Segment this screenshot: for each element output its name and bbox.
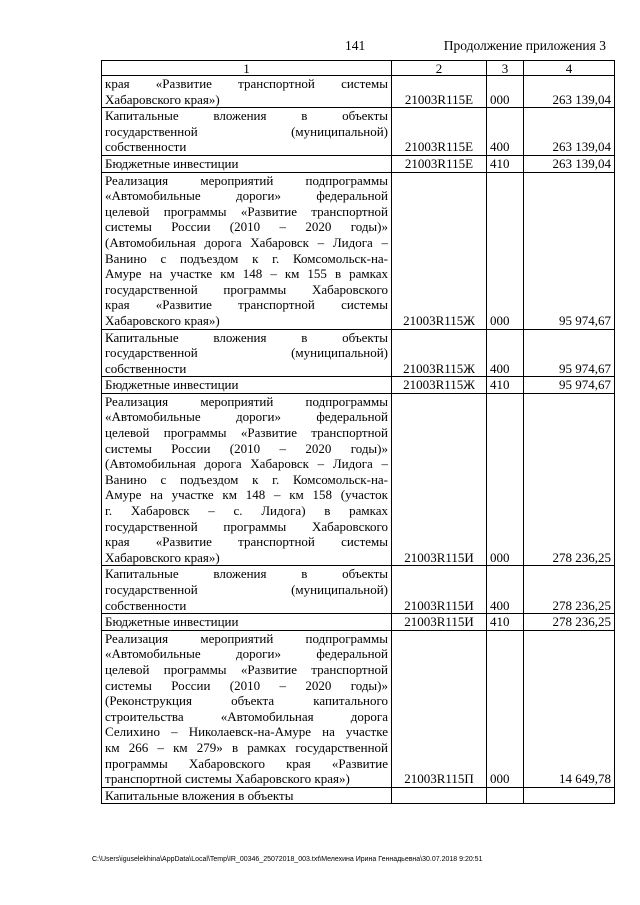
row-name-line: Капитальные вложения в объекты	[105, 787, 294, 803]
row-name-cell	[102, 566, 392, 614]
row-amount-cell: 278 236,25	[524, 393, 615, 566]
row-name-line: Ванино с подъездом к г. Комсомольск-на-	[105, 471, 388, 487]
row-amount-cell: 263 139,04	[524, 108, 615, 156]
row-name-line: Амуре на участке км 148 – км 158 (участок	[105, 487, 388, 503]
row-amount-cell: 278 236,25	[524, 614, 615, 631]
row-code-cell: 21003R115Ж	[392, 329, 487, 377]
page-header	[0, 38, 640, 58]
table-header-row	[102, 61, 615, 76]
page-number: 141	[345, 38, 366, 53]
row-name-cell	[102, 614, 392, 631]
row-name-cell	[102, 172, 392, 329]
row-name-line: целевой программы «Развитие транспортной	[105, 661, 388, 677]
row-name-line: Селихино – Николаевск-на-Амуре на участке	[105, 724, 388, 740]
row-name-line: Хабаровского края»)	[105, 312, 220, 328]
row-name-line: «Автомобильные дороги» федеральной	[105, 646, 388, 662]
row-name-cell	[102, 787, 392, 804]
row-code-cell	[392, 787, 487, 804]
row-code-cell: 21003R115Ж	[392, 172, 487, 329]
table-row	[102, 76, 615, 108]
row-name-line: г. Хабаровск – с. Лидога) в рамках	[105, 503, 388, 519]
row-vr-cell: 410	[487, 155, 524, 172]
row-name-line: Реализация мероприятий подпрограммы	[105, 630, 388, 646]
row-name-line: Капитальные вложения в объекты	[105, 566, 388, 582]
row-name-line: Ванино с подъездом к г. Комсомольск-на-	[105, 250, 388, 266]
column-header: 3	[487, 61, 524, 76]
table-row	[102, 155, 615, 172]
row-name-line: края «Развитие транспортной системы	[105, 534, 388, 550]
row-name-line: программы Хабаровского края «Развитие	[105, 755, 388, 771]
row-name-line: Бюджетные инвестиции	[105, 377, 239, 393]
column-header: 1	[102, 61, 392, 76]
table-row	[102, 614, 615, 631]
column-header: 4	[524, 61, 615, 76]
table-row	[102, 630, 615, 787]
row-code-cell: 21003R115E	[392, 155, 487, 172]
row-vr-cell: 000	[487, 393, 524, 566]
row-name-line: государственной (муниципальной)	[105, 345, 388, 361]
row-amount-cell: 95 974,67	[524, 377, 615, 394]
row-name-line: государственной (муниципальной)	[105, 123, 388, 139]
row-code-cell: 21003R115E	[392, 76, 487, 108]
row-code-cell: 21003R115И	[392, 566, 487, 614]
row-name-line: целевой программы «Развитие транспортной	[105, 203, 388, 219]
table-row	[102, 566, 615, 614]
row-amount-cell: 14 649,78	[524, 630, 615, 787]
row-name-line: Хабаровского края»)	[105, 91, 220, 107]
row-amount-cell: 95 974,67	[524, 172, 615, 329]
row-name-line: Капитальные вложения в объекты	[105, 108, 388, 124]
row-amount-cell: 263 139,04	[524, 76, 615, 108]
row-name-line: Реализация мероприятий подпрограммы	[105, 393, 388, 409]
row-name-line: км 266 – км 279» в рамках государственной	[105, 739, 388, 755]
row-name-line: Бюджетные инвестиции	[105, 614, 239, 630]
row-vr-cell: 410	[487, 614, 524, 631]
row-name-line: строительства «Автомобильная дорога	[105, 708, 388, 724]
table-row	[102, 377, 615, 394]
row-code-cell: 21003R115И	[392, 614, 487, 631]
table-row	[102, 329, 615, 377]
row-name-line: (Реконструкция объекта капитального	[105, 693, 388, 709]
row-name-line: Хабаровского края»)	[105, 549, 220, 565]
row-vr-cell: 410	[487, 377, 524, 394]
row-amount-cell	[524, 787, 615, 804]
row-amount-cell: 95 974,67	[524, 329, 615, 377]
row-name-line: (Автомобильная дорога Хабаровск – Лидога –	[105, 234, 388, 250]
row-amount-cell: 278 236,25	[524, 566, 615, 614]
row-name-line: системы России (2010 – 2020 годы)»	[105, 440, 388, 456]
row-vr-cell: 000	[487, 630, 524, 787]
row-name-line: края «Развитие транспортной системы	[105, 76, 388, 91]
row-name-cell	[102, 393, 392, 566]
row-name-cell	[102, 329, 392, 377]
row-name-cell	[102, 377, 392, 394]
row-name-line: собственности	[105, 139, 187, 155]
row-name-line: «Автомобильные дороги» федеральной	[105, 409, 388, 425]
row-code-cell: 21003R115E	[392, 108, 487, 156]
row-code-cell: 21003R115И	[392, 393, 487, 566]
row-name-cell	[102, 76, 392, 108]
table-row	[102, 108, 615, 156]
budget-table	[101, 60, 615, 804]
row-vr-cell: 400	[487, 108, 524, 156]
row-name-cell	[102, 108, 392, 156]
row-name-line: Капитальные вложения в объекты	[105, 329, 388, 345]
row-name-cell	[102, 630, 392, 787]
row-vr-cell: 000	[487, 76, 524, 108]
row-name-line: системы России (2010 – 2020 годы)»	[105, 677, 388, 693]
row-name-line: системы России (2010 – 2020 годы)»	[105, 219, 388, 235]
row-name-line: целевой программы «Развитие транспортной	[105, 425, 388, 441]
row-code-cell: 21003R115П	[392, 630, 487, 787]
row-name-line: края «Развитие транспортной системы	[105, 297, 388, 313]
row-name-line: государственной программы Хабаровского	[105, 518, 388, 534]
row-vr-cell: 400	[487, 329, 524, 377]
budget-table-body	[102, 61, 615, 804]
row-code-cell: 21003R115Ж	[392, 377, 487, 394]
row-name-line: Бюджетные инвестиции	[105, 155, 239, 171]
column-header: 2	[392, 61, 487, 76]
row-vr-cell: 400	[487, 566, 524, 614]
row-name-line: государственной (муниципальной)	[105, 582, 388, 597]
row-name-line: (Автомобильная дорога Хабаровск – Лидога –	[105, 456, 388, 472]
table-row	[102, 787, 615, 804]
file-path-footer: C:\Users\iguselekhina\AppData\Local\Temp\IR_00346_25072018_003.txt\Мелехина Ирина Геннадьевна\30.07.2018 9:20:51	[92, 856, 483, 863]
table-row	[102, 393, 615, 566]
row-name-line: государственной программы Хабаровского	[105, 281, 388, 297]
row-name-cell	[102, 155, 392, 172]
row-name-line: Амуре на участке км 148 – км 155 в рамках	[105, 266, 388, 282]
row-name-line: Реализация мероприятий подпрограммы	[105, 172, 388, 188]
row-vr-cell: 000	[487, 172, 524, 329]
continuation-label: Продолжение приложения 3	[443, 38, 606, 53]
row-name-line: «Автомобильные дороги» федеральной	[105, 188, 388, 204]
row-name-line: собственности	[105, 597, 187, 613]
row-name-line: транспортной системы Хабаровского края»)	[105, 771, 350, 787]
table-row	[102, 172, 615, 329]
row-name-line: собственности	[105, 360, 187, 376]
row-vr-cell	[487, 787, 524, 804]
row-amount-cell: 263 139,04	[524, 155, 615, 172]
